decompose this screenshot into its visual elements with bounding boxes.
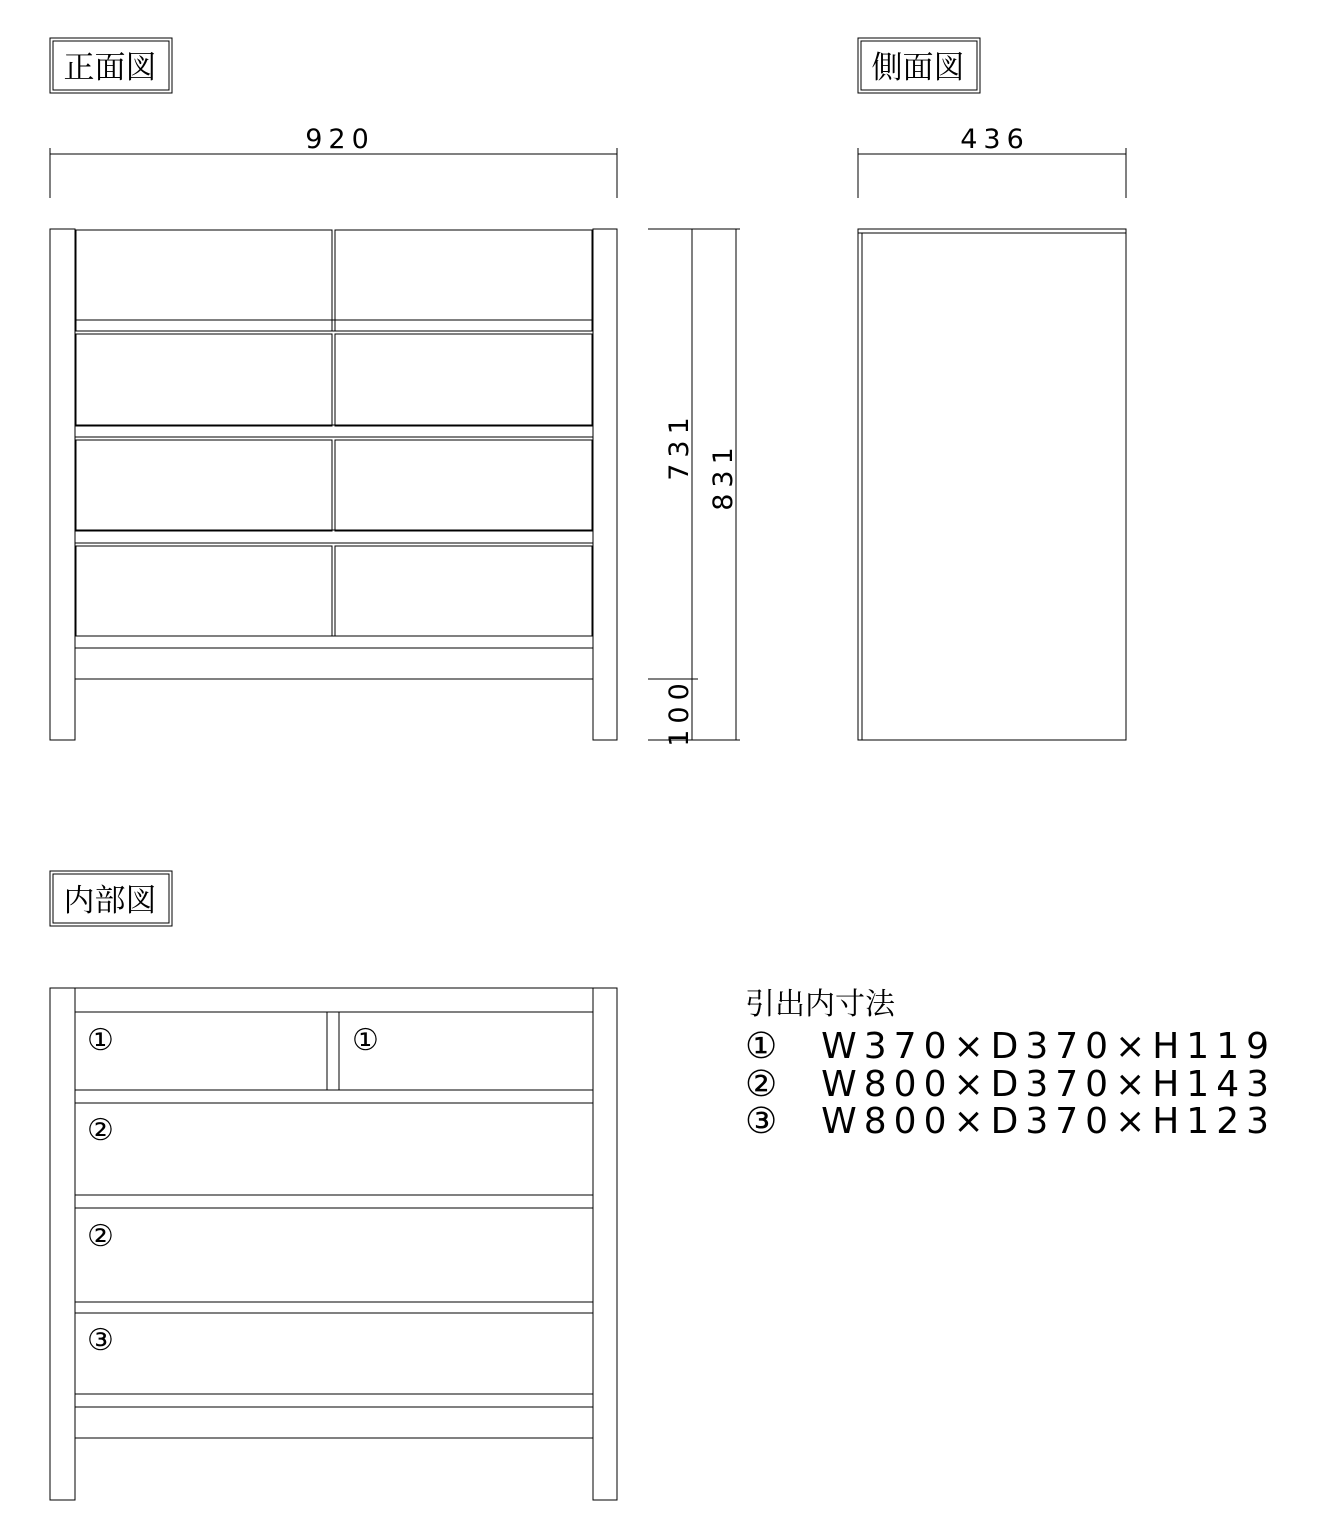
interior-view bbox=[50, 988, 617, 1500]
interior-label-1-right: ① bbox=[352, 1023, 379, 1058]
side-view bbox=[858, 229, 1126, 740]
front-width-label: 920 bbox=[305, 124, 375, 155]
interior-left-leg bbox=[50, 988, 75, 1500]
interior-view-title bbox=[50, 871, 172, 926]
interior-label-3: ③ bbox=[87, 1323, 114, 1358]
side-depth-label: 436 bbox=[960, 124, 1030, 155]
front-view-title bbox=[50, 38, 172, 93]
front-left-leg bbox=[50, 229, 75, 740]
front-drawer-2-right bbox=[335, 334, 592, 426]
front-drawer-4-right bbox=[335, 546, 592, 636]
height-dimensions bbox=[648, 229, 740, 747]
front-drawer-1-right bbox=[335, 230, 592, 331]
side-view-title-text: 側面図 bbox=[871, 50, 965, 86]
interior-label-2-lower: ② bbox=[87, 1219, 114, 1254]
interior-right-leg bbox=[593, 988, 617, 1500]
front-drawer-1-left bbox=[76, 230, 332, 331]
interior-view-title-text: 内部図 bbox=[63, 883, 157, 919]
height-total-label: 831 bbox=[708, 441, 739, 511]
side-depth-dimension bbox=[858, 124, 1126, 198]
side-view-title bbox=[858, 38, 980, 93]
front-drawer-2-left bbox=[76, 334, 332, 426]
drawer-spec-line-1: ① W370×D370×H119 bbox=[745, 1026, 1277, 1067]
height-inner-label: 731 bbox=[664, 411, 695, 481]
front-view bbox=[50, 229, 617, 740]
drawer-spec-line-3: ③ W800×D370×H123 bbox=[745, 1101, 1277, 1142]
front-drawer-4-left bbox=[76, 546, 332, 636]
base-height-label: 100 bbox=[664, 677, 695, 747]
front-drawer-3-left bbox=[76, 440, 332, 531]
front-drawer-3-right bbox=[335, 440, 592, 531]
drawer-spec-block bbox=[745, 987, 1276, 1142]
interior-label-1-left: ① bbox=[87, 1023, 114, 1058]
drawer-spec-heading: 引出内寸法 bbox=[745, 987, 895, 1022]
interior-label-2-upper: ② bbox=[87, 1113, 114, 1148]
drawer-spec-line-2: ② W800×D370×H143 bbox=[745, 1064, 1277, 1105]
front-right-leg bbox=[593, 229, 617, 740]
front-width-dimension bbox=[50, 124, 617, 198]
front-view-title-text: 正面図 bbox=[63, 50, 157, 86]
